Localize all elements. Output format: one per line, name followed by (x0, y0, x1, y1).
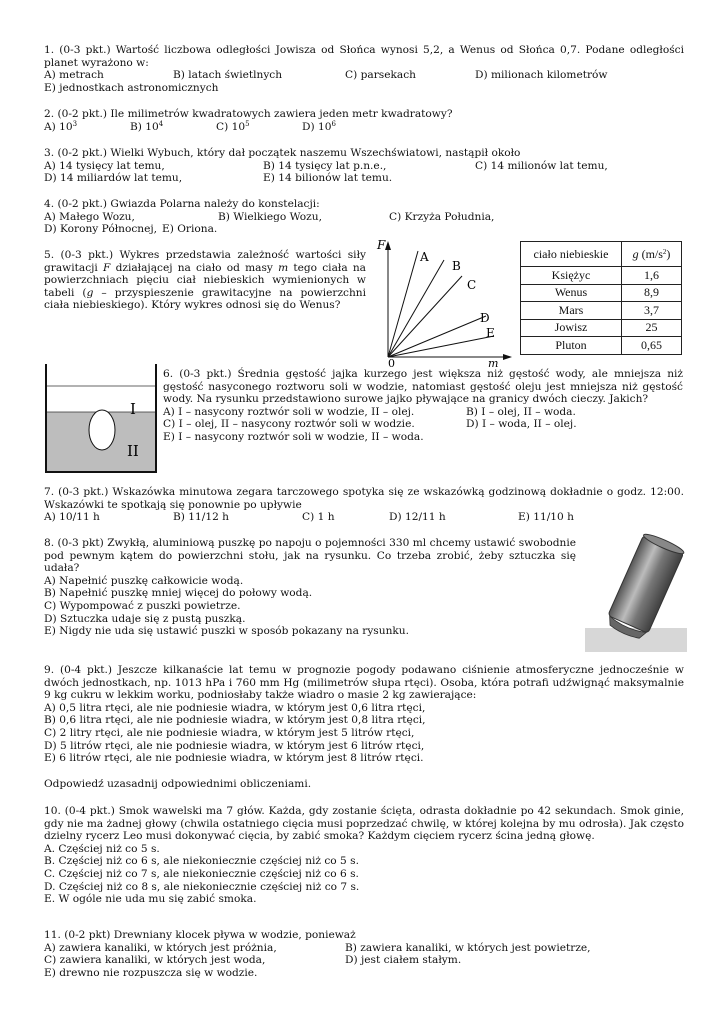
egg (89, 410, 115, 450)
graph-label-a: A (420, 250, 429, 264)
q3-option-a: A) 14 tysięcy lat temu, (44, 159, 165, 172)
graph-label-b: B (452, 259, 461, 273)
can (604, 531, 686, 642)
q9-option-b: B) 0,6 litra rtęci, ale nie podniesie wiadra, w którym jest 0,8 litra rtęci, (44, 714, 426, 727)
q10-option-b: B. Częściej niż co 6 s, ale niekoniecznie częściej niż co 5 s. (44, 855, 359, 868)
question-10 (44, 805, 684, 906)
question-3-text: 3. (0-2 pkt.) Wielki Wybuch, który dał początek naszemu Wszechświatowi, nastąpił około (44, 147, 521, 159)
q2-option-b: B) $10^4$ (130, 119, 164, 133)
q2-option-d: D) $10^6$ (302, 119, 336, 133)
q10-option-a: A. Częściej niż co 5 s. (44, 842, 160, 855)
tilted-can-figure (585, 530, 687, 652)
question-4 (44, 198, 684, 236)
question-1 (44, 44, 684, 94)
table-row (521, 267, 682, 285)
header-g: g $(m/s^2)$ (622, 242, 682, 267)
graph-label-e: E (486, 326, 495, 340)
question-7-text: 7. (0-3 pkt.) Wskazówka minutowa zegara tarczowego spotyka się ze wskazówką godzinową dokładnie o godz. 12:00. Wskazówki te spotkają się ponownie po upływie (44, 486, 684, 511)
q1-option-e: E) jednostkach astronomicznych (44, 81, 219, 94)
q4-option-b: B) Wielkiego Wozu, (218, 210, 322, 223)
q3-option-c: C) 14 milionów lat temu, (475, 159, 608, 172)
q10-option-e: E. W ogóle nie uda mu się zabić smoka. (44, 893, 257, 906)
layer-label-ii: II (127, 442, 139, 460)
table-cell-g: 8,9 (622, 284, 682, 302)
q9-note: Odpowiedź uzasadnij odpowiednimi obliczeniami. (44, 777, 312, 790)
graph-line-b (388, 260, 444, 357)
q6-option-e: E) I – nasycony roztwór soli w wodzie, II – woda. (163, 430, 424, 443)
top-liquid-layer (46, 386, 156, 412)
q8-option-b: B) Napełnić puszkę mniej więcej do połowy wodą. (44, 587, 313, 600)
table-cell-body: Pluton (521, 337, 622, 355)
q7-option-c: C) 1 h (302, 511, 335, 524)
q9-option-c: C) 2 litry rtęci, ale nie podniesie wiadra, w którym jest 5 litrów rtęci, (44, 726, 415, 739)
question-8 (44, 537, 576, 638)
q11-option-d: D) jest ciałem stałym. (345, 954, 462, 967)
gravity-table (520, 241, 682, 355)
layer-label-i: I (130, 400, 136, 418)
q4-option-d: D) Korony Północnej, (44, 223, 158, 236)
question-11-text: 11. (0-2 pkt) Drewniany klocek pływa w wodzie, ponieważ (44, 929, 356, 941)
q8-option-d: D) Sztuczka udaje się z pustą puszką. (44, 612, 246, 625)
q1-option-c: C) parsekach (345, 69, 416, 82)
question-9-text: 9. (0-4 pkt.) Jeszcze kilkanaście lat temu w prognozie pogody podawano ciśnienie atmosferyczne jednocześnie w dwóch jednostkach, np. 1013 hPa i 760 mm Hg (milimetrów słupa rtęci). Osoba, która potrafi udźwignąć maksymalnie 9 kg cukru w lekkim worku, podniosłaby także wiadro o masie 2 kg zawierające: (44, 664, 684, 702)
q11-option-b: B) zawiera kanaliki, w których jest powietrze, (345, 941, 591, 954)
question-6 (163, 368, 683, 444)
q11-option-a: A) zawiera kanaliki, w których jest próżnia, (44, 941, 277, 954)
header-body: ciało niebieskie (521, 242, 622, 267)
question-2 (44, 108, 684, 133)
q11-option-e: E) drewno nie rozpuszcza się w wodzie. (44, 966, 258, 979)
table-cell-body: Księżyc (521, 267, 622, 285)
question-8-text: 8. (0-3 pkt) Zwykłą, aluminiową puszkę po napoju o pojemności 330 ml chcemy ustawić swobodnie pod pewnym kątem do powierzchni stołu, jak na rysunku. Co trzeba zrobić, żeby sztuczka się udała? (44, 537, 576, 575)
origin-label: 0 (388, 357, 395, 368)
table-row (521, 302, 682, 320)
question-7 (44, 486, 684, 524)
graph-label-d: D (480, 311, 490, 325)
q4-option-c: C) Krzyża Południa, (389, 210, 495, 223)
y-axis-label: F (377, 238, 386, 252)
q11-option-c: C) zawiera kanaliki, w których jest woda, (44, 954, 266, 967)
q2-option-c: C) $10^5$ (216, 119, 250, 133)
table-cell-body: Wenus (521, 284, 622, 302)
q7-option-d: D) 12/11 h (389, 511, 446, 524)
q8-option-a: A) Napełnić puszkę całkowicie wodą. (44, 574, 244, 587)
q8-option-e: E) Nigdy nie uda się ustawić puszki w sposób pokazany na rysunku. (44, 625, 409, 638)
q3-option-e: E) 14 bilionów lat temu. (263, 172, 393, 185)
gravity-table-header (521, 242, 682, 267)
q10-option-c: C. Częściej niż co 7 s, ale niekoniecznie częściej niż co 6 s. (44, 867, 359, 880)
q4-option-e: E) Oriona. (162, 223, 218, 236)
graph-line-d (388, 316, 486, 357)
q7-option-b: B) 11/12 h (173, 511, 230, 524)
table-cell-g: 25 (622, 319, 682, 337)
q4-option-a: A) Małego Wozu, (44, 210, 135, 223)
question-10-text: 10. (0-4 pkt.) Smok wawelski ma 7 głów. Każda, gdy zostanie ścięta, odrasta dokładnie po 42 sekundach. Smok ginie, gdy nie ma żadnej głowy (chwila ostatniego cięcia musi poprzedzać chwilę, w której kolejna by mu odrosła). Jak często dzielny rycerz Leo musi dokonywać cięcia, by zabić smoka? Każdym cięciem rycerz ścina jedną głowę. (44, 805, 684, 843)
q6-option-b: B) I – olej, II – woda. (466, 405, 576, 418)
x-axis-arrow (503, 354, 512, 360)
q1-option-d: D) milionach kilometrów (475, 69, 608, 82)
q9-option-d: D) 5 litrów rtęci, ale nie podniesie wiadra, w którym jest 6 litrów rtęci, (44, 739, 425, 752)
table-cell-g: 0,65 (622, 337, 682, 355)
q1-option-b: B) latach świetlnych (173, 69, 283, 82)
question-3 (44, 147, 684, 185)
q1-option-a: A) metrach (44, 69, 104, 82)
egg-beaker-figure (42, 364, 160, 476)
question-4-text: 4. (0-2 pkt.) Gwiazda Polarna należy do konstelacji: (44, 198, 320, 210)
q3-option-d: D) 14 miliardów lat temu, (44, 172, 183, 185)
question-5-text: 5. (0-3 pkt.) Wykres przedstawia zależność wartości siły grawitacji F działającej na ciało od masy m tego ciała na powierzchniach pięciu ciał niebieskich wymienionych w tabeli (g – przyspieszenie grawitacyjne na powierzchni ciała niebieskiego). Który wykres odnosi się do Wenus? (44, 249, 367, 312)
force-mass-graph (370, 236, 515, 368)
table-cell-body: Jowisz (521, 319, 622, 337)
table-row (521, 337, 682, 355)
question-9 (44, 664, 684, 790)
table-cell-body: Mars (521, 302, 622, 320)
question-6-text: 6. (0-3 pkt.) Średnia gęstość jajka kurzego jest większa niż gęstość wody, ale mniejsza niż gęstość nasyconego roztworu soli w wodzie, natomiast gęstość oleju jest mniejsza niż gęstość wody. Na rysunku przedstawiono surowe jajko pływające na granicy dwóch cieczy. Jakich? (163, 368, 683, 406)
q2-option-a: A) $10^3$ (44, 119, 78, 133)
table-row (521, 319, 682, 337)
q9-option-a: A) 0,5 litra rtęci, ale nie podniesie wiadra, w którym jest 0,6 litra rtęci, (44, 701, 426, 714)
graph-label-c: C (467, 278, 477, 292)
y-axis-arrow (385, 241, 391, 250)
q6-option-a: A) I – nasycony roztwór soli w wodzie, II – olej. (163, 405, 415, 418)
table-row (521, 284, 682, 302)
q6-option-c: C) I – olej, II – nasycony roztwór soli w wodzie. (163, 418, 415, 431)
q3-option-b: B) 14 tysięcy lat p.n.e., (263, 159, 387, 172)
question-1-text: 1. (0-3 pkt.) Wartość liczbowa odległości Jowisza od Słońca wynosi 5,2, a Wenus od Słońca 0,7. Podane odległości planet wyrażono w: (44, 44, 684, 69)
q7-option-e: E) 11/10 h (518, 511, 574, 524)
x-axis-label: m (488, 357, 499, 368)
question-11 (44, 929, 684, 979)
q7-option-a: A) 10/11 h (44, 511, 100, 524)
q6-option-d: D) I – woda, II – olej. (466, 418, 577, 431)
q10-option-d: D. Częściej niż co 8 s, ale niekoniecznie częściej niż co 7 s. (44, 880, 360, 893)
table-cell-g: 1,6 (622, 267, 682, 285)
q8-option-c: C) Wypompować z puszki powietrze. (44, 599, 241, 612)
table-cell-g: 3,7 (622, 302, 682, 320)
q9-option-e: E) 6 litrów rtęci, ale nie podniesie wiadra, w którym jest 8 litrów rtęci. (44, 752, 424, 765)
question-2-text: 2. (0-2 pkt.) Ile milimetrów kwadratowych zawiera jeden metr kwadratowy? (44, 108, 453, 120)
